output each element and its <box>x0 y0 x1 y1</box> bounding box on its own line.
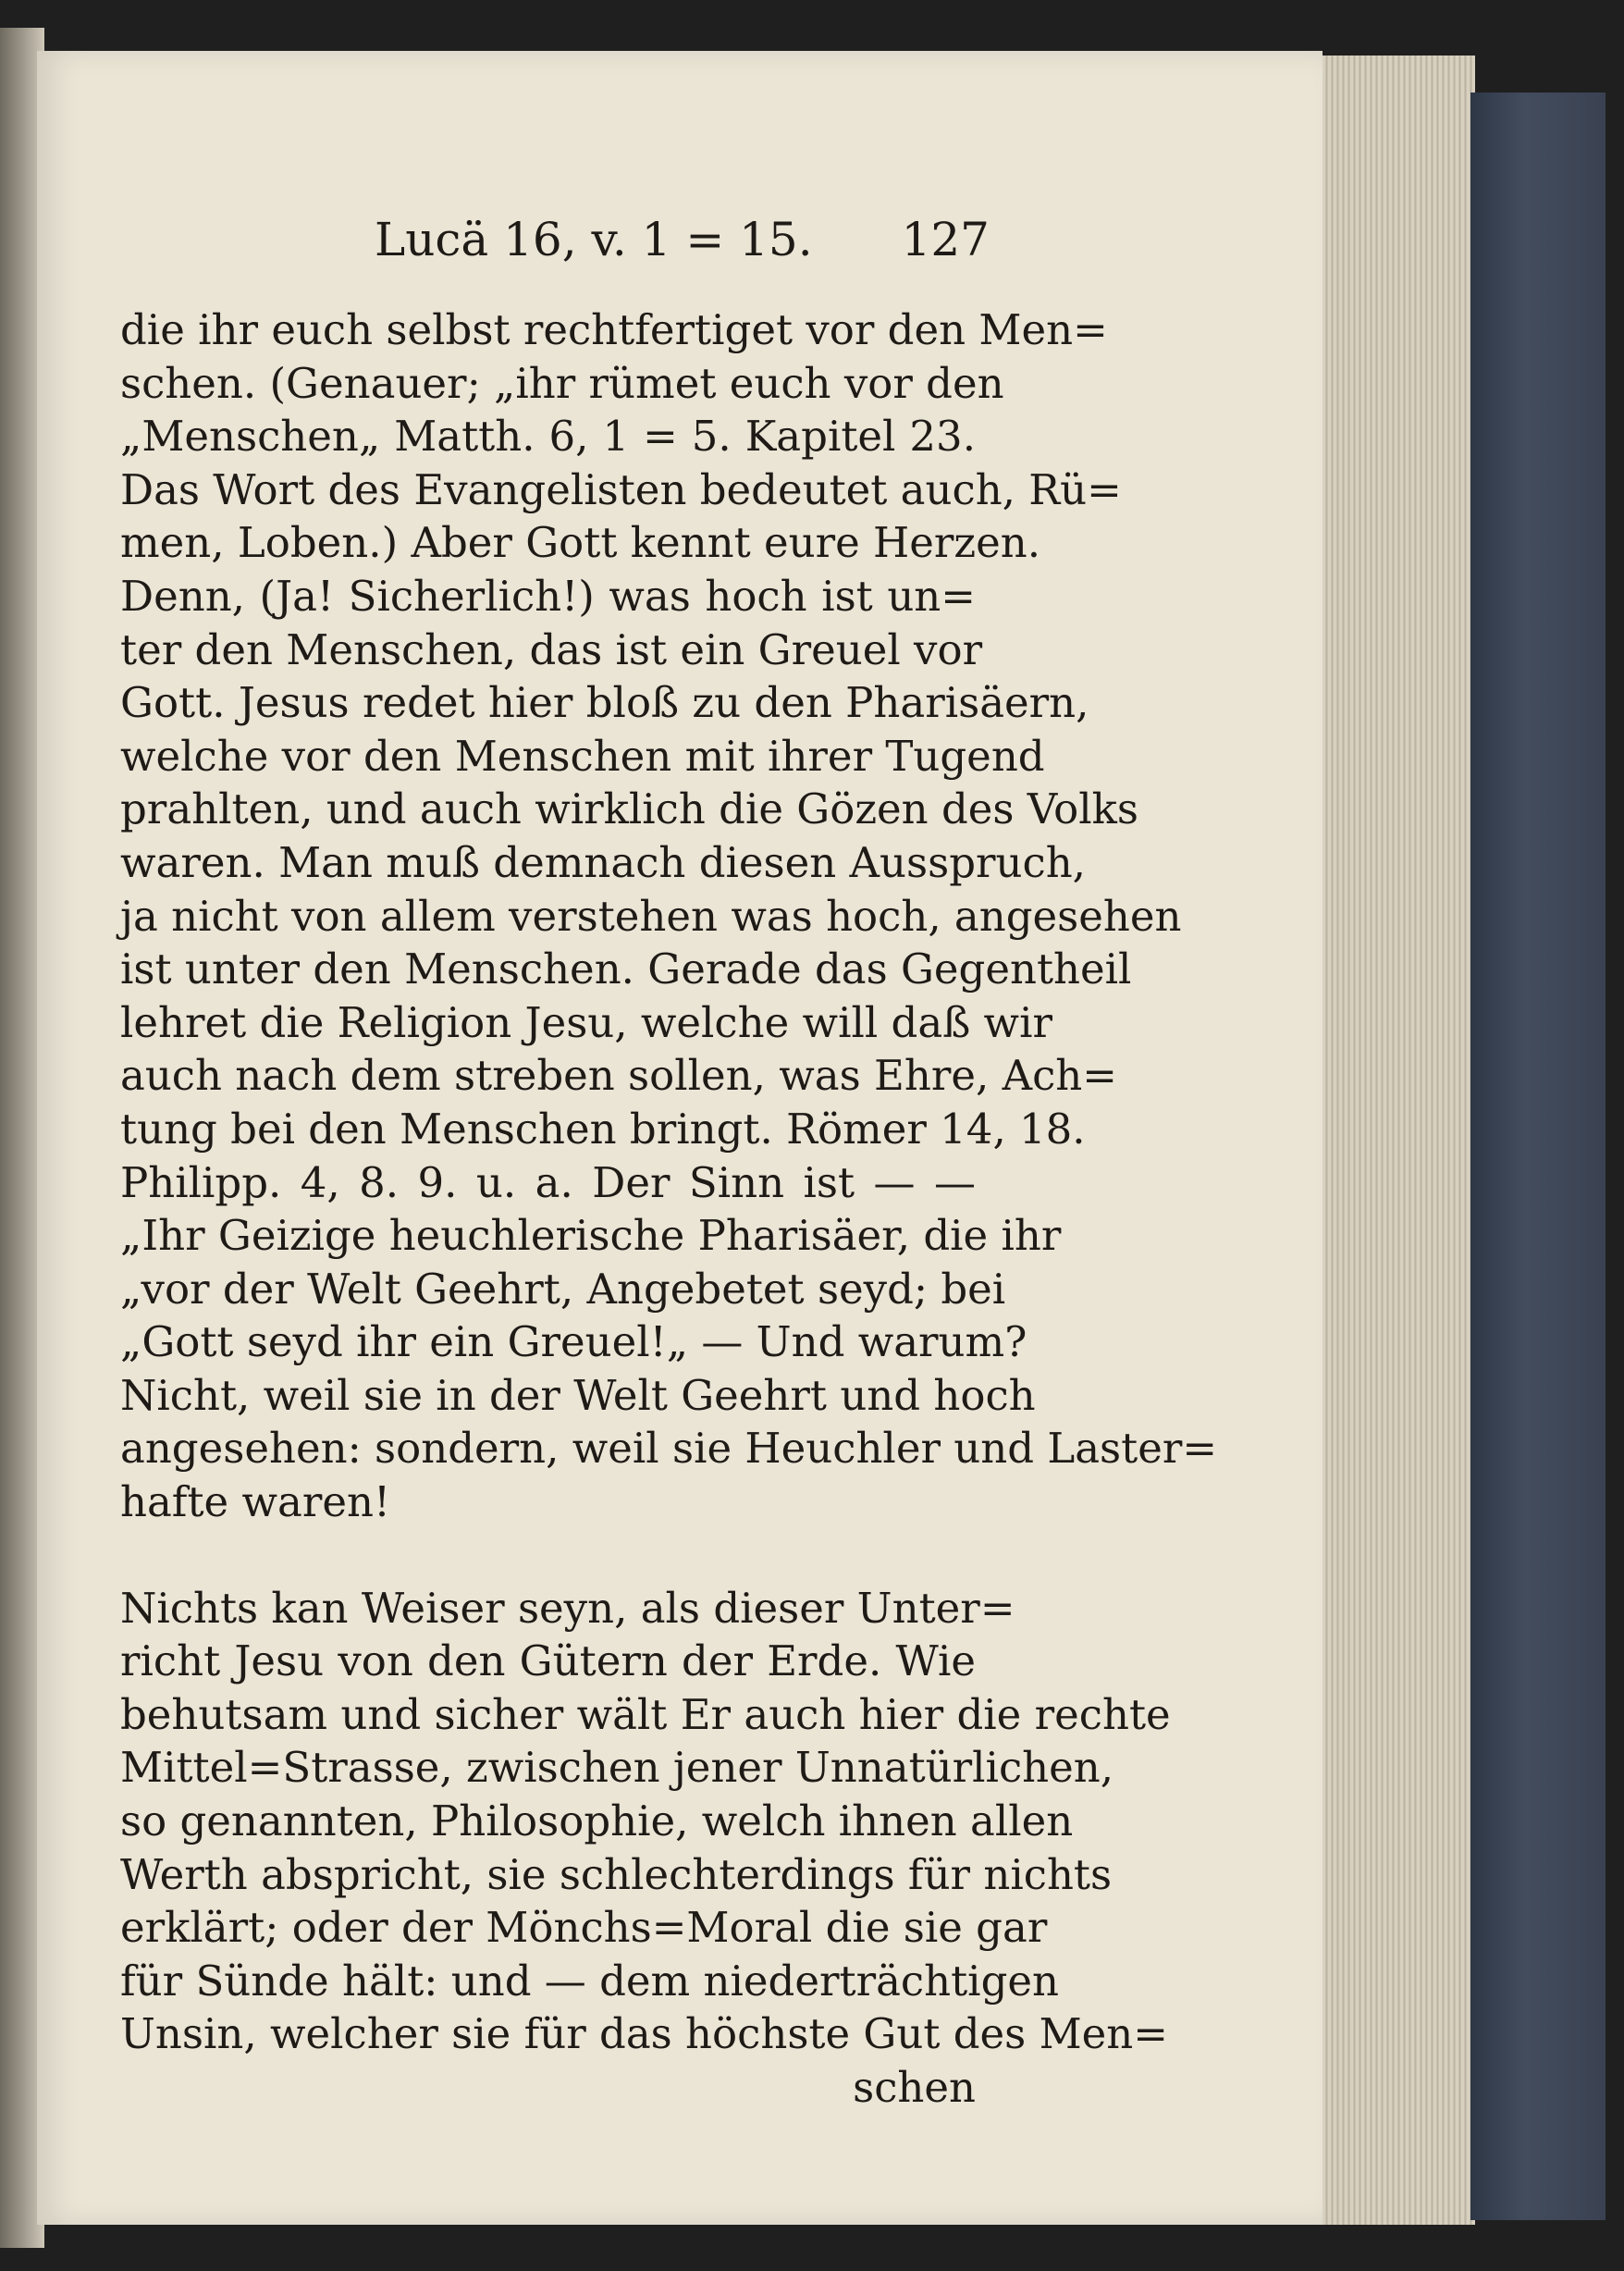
text-line: Nichts kan Weiser seyn, als dieser Unter= <box>120 1583 1015 1633</box>
text-line: ter den Menschen, das ist ein Greuel vor <box>120 624 983 674</box>
text-line: „Gott seyd ihr ein Greuel!„ — Und warum? <box>120 1317 1027 1367</box>
text-line: „Menschen„ Matth. 6, 1 = 5. Kapitel 23. <box>120 412 976 462</box>
text-line: tung bei den Menschen bringt. Römer 14, 18. <box>120 1104 1086 1154</box>
text-block <box>120 303 1218 2115</box>
text-line: men, Loben.) Aber Gott kennt eure Herzen. <box>120 518 1041 568</box>
text-line: die ihr euch selbst rechtfertiget vor den Men= <box>120 305 1108 354</box>
text-line: hafte waren! <box>120 1477 391 1527</box>
text-line: ist unter den Menschen. Gerade das Gegentheil <box>120 944 1132 994</box>
text-line: waren. Man muß demnach diesen Ausspruch, <box>120 837 1086 887</box>
text-line: Unsin, welcher sie für das höchste Gut des Men= <box>120 2009 1168 2059</box>
text-line: prahlten, und auch wirklich die Gözen des Volks <box>120 784 1139 834</box>
text-line: ja nicht von allem verstehen was hoch, angesehen <box>120 891 1182 941</box>
text-line: „vor der Welt Geehrt, Angebetet seyd; bei <box>120 1264 1006 1314</box>
text-line: Mittel=Strasse, zwischen jener Unnatürlichen, <box>120 1743 1114 1793</box>
page-block-edges <box>1323 56 1475 2225</box>
text-line: schen. (Genauer; „ihr rümet euch vor den <box>120 358 1004 408</box>
text-line: Werth abspricht, sie schlechterdings für nichts <box>120 1849 1113 1899</box>
text-line: Philipp. 4, 8. 9. u. a. Der Sinn ist — — <box>120 1157 976 1207</box>
text-line: richt Jesu von den Gütern der Erde. Wie <box>120 1636 976 1686</box>
text-line: angesehen: sondern, weil sie Heuchler und Laster= <box>120 1424 1218 1474</box>
page-number: 127 <box>901 213 990 266</box>
text-line: auch nach dem streben sollen, was Ehre, Ach= <box>120 1051 1117 1101</box>
text-line: erklärt; oder der Mönchs=Moral die sie gar <box>120 1903 1048 1953</box>
text-line: für Sünde hält: und — dem niederträchtigen <box>120 1956 1059 2006</box>
text-line: „Ihr Geizige heuchlerische Pharisäer, die ihr <box>120 1211 1062 1261</box>
text-line: Denn, (Ja! Sicherlich!) was hoch ist un= <box>120 571 976 621</box>
paragraph-1 <box>120 303 1218 1529</box>
text-line: lehret die Religion Jesu, welche will daß wir <box>120 997 1052 1047</box>
paragraph-gap <box>120 1529 976 1582</box>
running-head <box>120 213 990 278</box>
text-line: behutsam und sicher wält Er auch hier die rechte <box>120 1689 1171 1739</box>
paragraph-2 <box>120 1582 1171 2115</box>
running-head-title: Lucä 16, v. 1 = 15. <box>375 213 813 266</box>
text-line: Nicht, weil sie in der Welt Geehrt und hoch <box>120 1370 1036 1420</box>
text-line: Gott. Jesus redet hier bloß zu den Pharisäern, <box>120 678 1089 728</box>
catchword: schen <box>853 2063 976 2112</box>
book-cover <box>1470 93 1606 2220</box>
text-line: Das Wort des Evangelisten bedeutet auch, Rü= <box>120 464 1122 514</box>
text-line: so genannten, Philosophie, welch ihnen allen <box>120 1796 1074 1846</box>
text-line: welche vor den Menschen mit ihrer Tugend <box>120 731 1045 781</box>
